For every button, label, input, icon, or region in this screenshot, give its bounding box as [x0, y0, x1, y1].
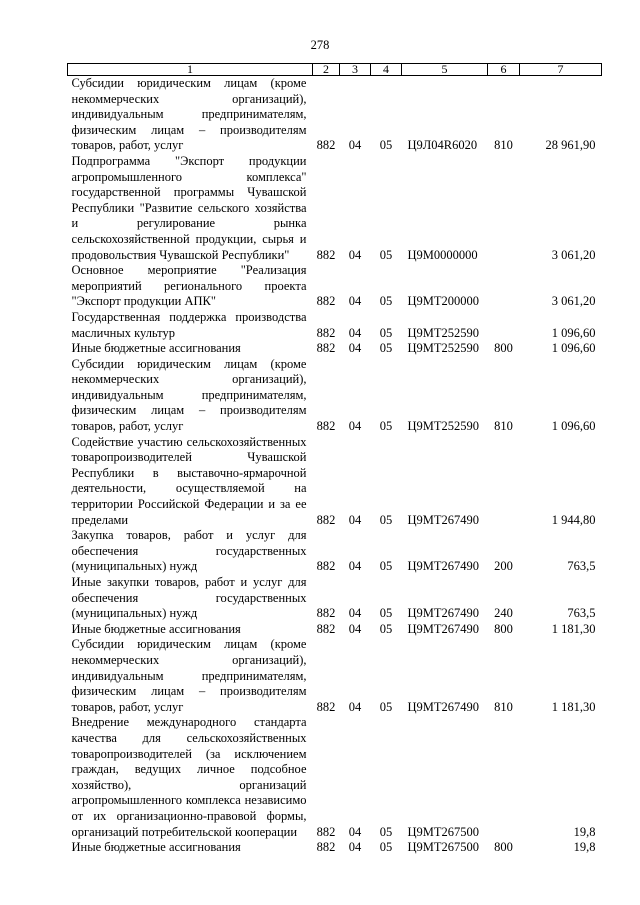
row-ministry: 882 [316, 419, 336, 434]
table-row [68, 622, 602, 638]
row-ministry: 882 [316, 325, 336, 340]
row-target-code: Ц9МТ267490 [407, 699, 480, 714]
row-target-code: Ц9МТ252590 [407, 325, 480, 340]
row-section: 04 [348, 247, 362, 262]
table-row [68, 357, 602, 435]
row-ministry: 882 [316, 824, 336, 839]
header-col-2: 2 [313, 64, 340, 76]
row-ministry: 882 [316, 512, 336, 527]
row-section: 04 [348, 294, 362, 309]
row-amount: 1 096,60 [551, 341, 596, 356]
row-expense-type: 200 [494, 559, 513, 574]
row-amount: 1 096,60 [551, 419, 596, 434]
table-row [68, 528, 602, 575]
row-section: 04 [348, 419, 362, 434]
row-section: 04 [348, 824, 362, 839]
row-subsection: 05 [379, 699, 393, 714]
header-col-4: 4 [371, 64, 402, 76]
table-row [68, 341, 602, 357]
row-target-code: Ц9МТ267500 [407, 824, 480, 839]
row-expense-type: 240 [494, 606, 513, 621]
row-name: Иные бюджетные ассигнования [71, 341, 241, 356]
row-section: 04 [348, 699, 362, 714]
row-amount: 1 944,80 [551, 512, 596, 527]
row-amount: 19,8 [573, 824, 596, 839]
row-subsection: 05 [379, 294, 393, 309]
row-amount: 1 096,60 [551, 325, 596, 340]
row-name: Закупка товаров, работ и услуг для обеспечения государственных (муниципальных) нужд [71, 528, 307, 574]
row-expense-type [488, 263, 520, 310]
row-ministry: 882 [316, 247, 336, 262]
row-ministry: 882 [316, 840, 336, 855]
row-section: 04 [348, 606, 362, 621]
row-ministry: 882 [316, 341, 336, 356]
header-col-5: 5 [402, 64, 488, 76]
table-row [68, 840, 602, 856]
header-col-3: 3 [340, 64, 371, 76]
row-name: Субсидии юридическим лицам (кроме некоммерческих организаций), индивидуальным предпринимателям, физическим лицам – производителям товаров, работ, услуг [71, 356, 307, 434]
row-amount: 763,5 [567, 606, 596, 621]
page-number: 278 [310, 38, 330, 52]
table-row [68, 263, 602, 310]
row-subsection: 05 [379, 325, 393, 340]
row-section: 04 [348, 840, 362, 855]
row-subsection: 05 [379, 840, 393, 855]
row-target-code: Ц9Л04R6020 [407, 138, 478, 153]
row-name: Иные бюджетные ассигнования [71, 840, 241, 855]
row-name: Иные бюджетные ассигнования [71, 621, 241, 636]
row-subsection: 05 [379, 341, 393, 356]
header-col-6: 6 [488, 64, 520, 76]
row-expense-type: 810 [494, 699, 513, 714]
row-expense-type: 800 [494, 341, 513, 356]
header-row [68, 64, 602, 76]
row-target-code: Ц9МТ267490 [407, 512, 480, 527]
row-subsection: 05 [379, 138, 393, 153]
row-name: Подпрограмма "Экспорт продукции агропромышленного комплекса" государственной программы Чувашской Республики "Развитие сельского хозяйства и регулирование рынка сельскохозяйственной продукции, сырья и продовольствия Чувашской Республики" [71, 153, 307, 262]
row-ministry: 882 [316, 606, 336, 621]
table-row [68, 154, 602, 263]
row-ministry: 882 [316, 138, 336, 153]
row-name: Иные закупки товаров, работ и услуг для обеспечения государственных (муниципальных) нужд [71, 575, 307, 621]
row-name: Внедрение международного стандарта качества для сельскохозяйственных товаропроизводителей (за исключением граждан, ведущих личное подсобное хозяйство), организаций агропромышленного комплекса независимо от их организационно-правовой формы, организаций потребительской кооперации [71, 715, 307, 839]
row-subsection: 05 [379, 621, 393, 636]
row-ministry: 882 [316, 294, 336, 309]
table-row [68, 715, 602, 840]
row-amount: 19,8 [573, 840, 596, 855]
table-row [68, 435, 602, 529]
row-subsection: 05 [379, 247, 393, 262]
row-name: Субсидии юридическим лицам (кроме некоммерческих организаций), индивидуальным предпринимателям, физическим лицам – производителям товаров, работ, услуг [71, 76, 307, 153]
row-target-code: Ц9МТ252590 [407, 419, 480, 434]
row-amount: 763,5 [567, 559, 596, 574]
row-ministry: 882 [316, 559, 336, 574]
header-col-7: 7 [520, 64, 602, 76]
row-expense-type [488, 310, 520, 341]
row-expense-type: 810 [494, 419, 513, 434]
row-expense-type: 800 [494, 840, 513, 855]
row-target-code: Ц9М0000000 [407, 247, 478, 262]
row-expense-type: 800 [494, 621, 513, 636]
row-subsection: 05 [379, 824, 393, 839]
header-col-1: 1 [68, 64, 313, 76]
row-amount: 28 961,90 [545, 138, 596, 153]
row-target-code: Ц9МТ267500 [407, 840, 480, 855]
row-expense-type [488, 715, 520, 840]
table-row [68, 76, 602, 154]
row-expense-type [488, 154, 520, 263]
row-target-code: Ц9МТ267490 [407, 606, 480, 621]
row-ministry: 882 [316, 621, 336, 636]
row-target-code: Ц9МТ267490 [407, 559, 480, 574]
row-name: Государственная поддержка производства масличных культур [71, 309, 307, 340]
row-amount: 1 181,30 [551, 621, 596, 636]
row-expense-type [488, 435, 520, 529]
table-row [68, 310, 602, 341]
row-subsection: 05 [379, 606, 393, 621]
row-name: Основное мероприятие "Реализация мероприятий регионального проекта "Экспорт продукции АПК" [71, 263, 307, 309]
table-row [68, 575, 602, 622]
row-subsection: 05 [379, 419, 393, 434]
row-amount: 3 061,20 [551, 247, 596, 262]
row-subsection: 05 [379, 559, 393, 574]
row-name: Субсидии юридическим лицам (кроме некоммерческих организаций), индивидуальным предпринимателям, физическим лицам – производителям товаров, работ, услуг [71, 637, 307, 714]
row-section: 04 [348, 559, 362, 574]
row-section: 04 [348, 325, 362, 340]
budget-table [67, 63, 602, 856]
row-section: 04 [348, 138, 362, 153]
row-expense-type: 810 [494, 138, 513, 153]
row-target-code: Ц9МТ200000 [407, 294, 480, 309]
row-ministry: 882 [316, 699, 336, 714]
row-target-code: Ц9МТ267490 [407, 621, 480, 636]
row-section: 04 [348, 341, 362, 356]
row-section: 04 [348, 621, 362, 636]
row-amount: 3 061,20 [551, 294, 596, 309]
row-amount: 1 181,30 [551, 699, 596, 714]
table-row [68, 637, 602, 715]
row-subsection: 05 [379, 512, 393, 527]
row-target-code: Ц9МТ252590 [407, 341, 480, 356]
row-section: 04 [348, 512, 362, 527]
row-name: Содействие участию сельскохозяйственных товаропроизводителей Чувашской Республики в выставочно-ярмарочной деятельности, осуществляемой на территории Российской Федерации и за ее пределами [71, 434, 307, 527]
